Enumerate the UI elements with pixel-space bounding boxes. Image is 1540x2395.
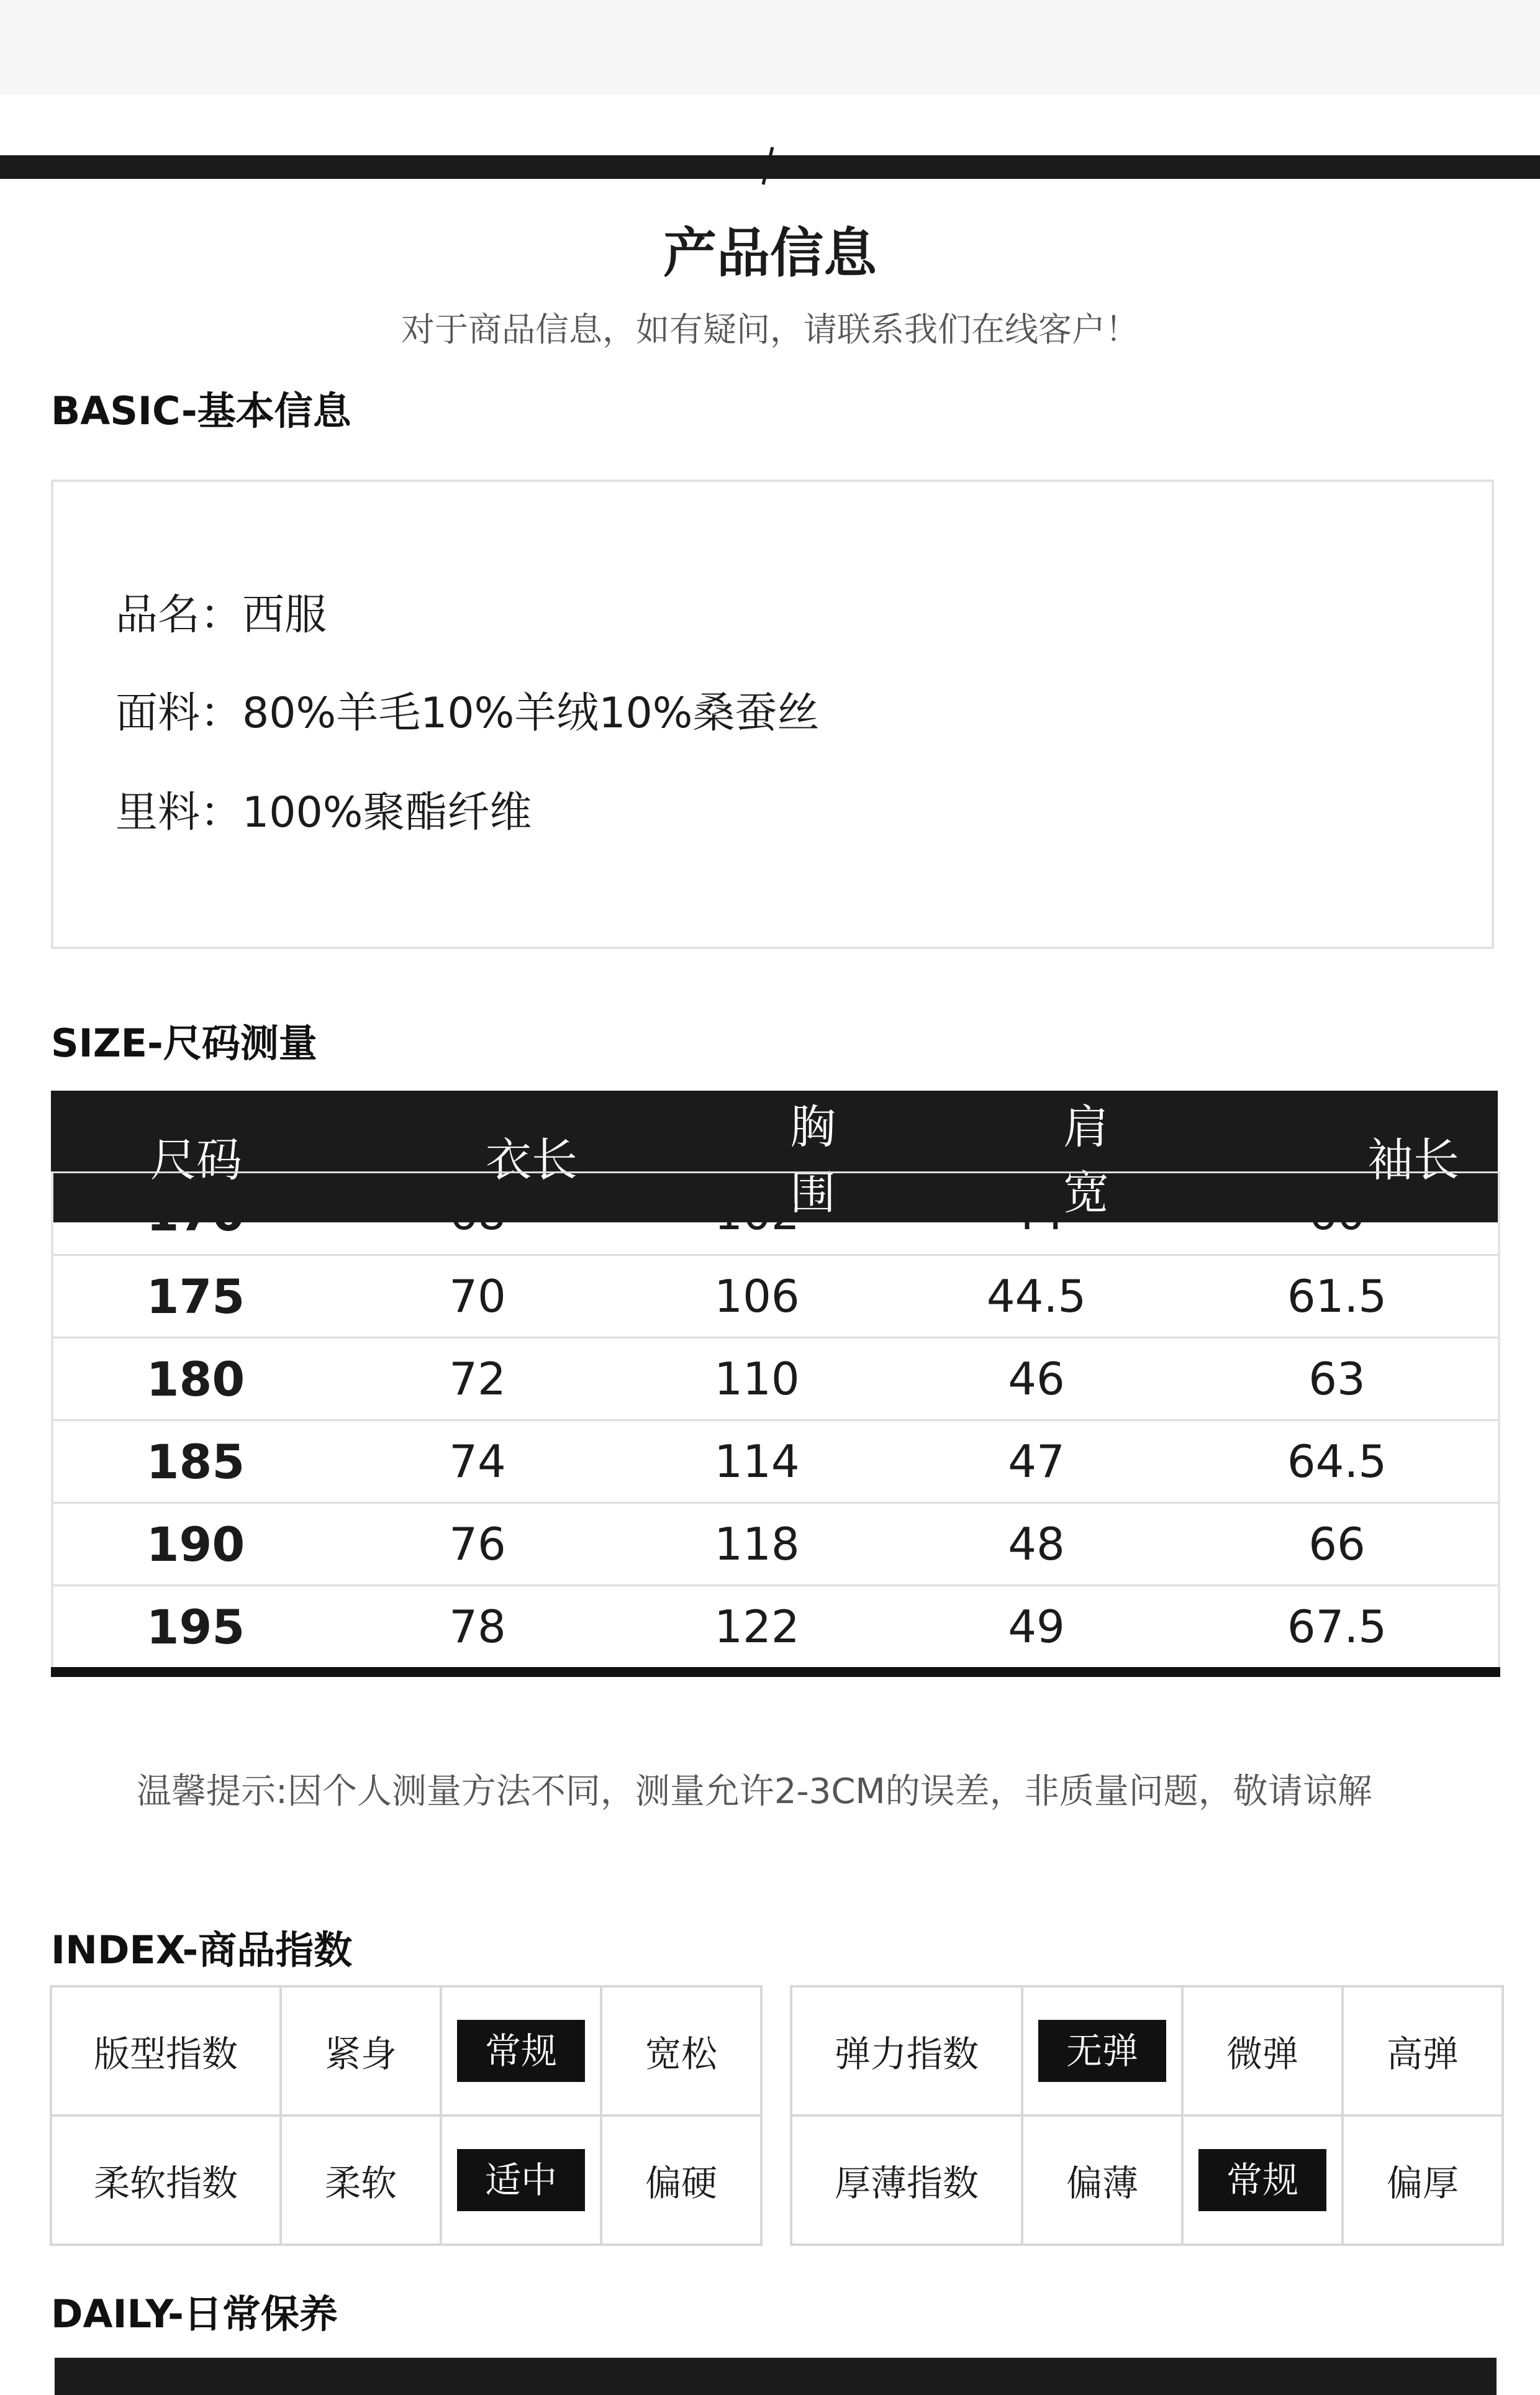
basic-heading: BASIC-基本信息 [51,388,351,434]
table-cell: 44 [897,1173,1176,1255]
index-option: 偏硬 [601,2116,761,2245]
column-header: 肩宽 [846,1091,1144,1222]
table-cell: 76 [338,1503,617,1586]
selected-chip: 适中 [457,2149,585,2211]
table-row [52,1173,1499,1255]
daily-table-header-bar [55,2358,1497,2395]
basic-info-box [51,479,1494,949]
table-cell: 66 [1176,1503,1499,1586]
index-option: 柔软 [281,2116,441,2245]
table-row [52,1503,1499,1586]
daily-heading: DAILY-日常保养 [51,2291,338,2337]
top-band [0,0,1540,94]
index-option-selected [1022,1986,1182,2116]
column-header: 袖长 [1144,1091,1498,1222]
table-cell: 102 [617,1173,897,1255]
index-row-softness [51,2116,761,2245]
index-table-left [50,1985,763,2246]
column-header: 胸围 [579,1091,846,1222]
size-table-body [51,1171,1500,1677]
table-cell: 44.5 [897,1255,1176,1338]
divider-slash [763,147,772,184]
table-cell: 67.5 [1176,1586,1499,1673]
table-cell: 74 [338,1420,617,1503]
table-cell: 68 [338,1173,617,1255]
index-option-selected [441,1986,601,2116]
table-cell: 185 [52,1420,338,1503]
table-cell: 180 [52,1338,338,1420]
index-option: 宽松 [601,1986,761,2116]
table-cell: 63 [1176,1338,1499,1420]
table-row [52,1586,1499,1673]
page-subtitle: 对于商品信息，如有疑问，请联系我们在线客户！ [401,310,1139,349]
table-row [52,1338,1499,1420]
index-table-right [790,1985,1504,2246]
index-name: 弹力指数 [791,1986,1022,2116]
index-option: 偏厚 [1343,2116,1503,2245]
fabric-line: 面料：80%羊毛10%羊绒10%桑蚕丝 [116,689,820,738]
index-row-elasticity [791,1986,1503,2116]
index-option-selected [441,2116,601,2245]
index-option: 高弹 [1343,1986,1503,2116]
table-cell: 78 [338,1586,617,1673]
table-cell: 61.5 [1176,1255,1499,1338]
lining-line: 里料：100%聚酯纤维 [116,788,532,837]
index-row-fit [51,1986,761,2116]
index-option-selected [1182,2116,1343,2245]
table-cell: 170 [52,1173,338,1255]
table-cell: 118 [617,1503,897,1586]
table-cell: 175 [52,1255,338,1338]
table-cell: 49 [897,1586,1176,1673]
index-option: 紧身 [281,1986,441,2116]
table-cell: 48 [897,1503,1176,1586]
column-header: 尺码 [51,1091,287,1222]
table-cell: 46 [897,1338,1176,1420]
index-name: 柔软指数 [51,2116,281,2245]
product-name-line: 品名：西服 [116,591,327,640]
table-row [52,1420,1499,1503]
table-cell: 70 [338,1255,617,1338]
index-name: 版型指数 [51,1986,281,2116]
selected-chip: 常规 [457,2020,585,2082]
size-heading: SIZE-尺码测量 [51,1020,317,1066]
selected-chip: 无弹 [1038,2020,1166,2082]
table-cell: 72 [338,1338,617,1420]
table-cell: 47 [897,1420,1176,1503]
table-cell: 106 [617,1255,897,1338]
table-cell: 64.5 [1176,1420,1499,1503]
table-row [52,1255,1499,1338]
index-row-thickness [791,2116,1503,2245]
table-cell: 114 [617,1420,897,1503]
index-name: 厚薄指数 [791,2116,1022,2245]
index-option: 偏薄 [1022,2116,1182,2245]
measurement-tip: 温馨提示:因个人测量方法不同，测量允许2-3CM的误差，非质量问题，敬请谅解 [137,1771,1372,1812]
selected-chip: 常规 [1198,2149,1326,2211]
column-header: 衣长 [287,1091,579,1222]
table-cell: 195 [52,1586,338,1673]
table-cell: 110 [617,1338,897,1420]
table-cell: 122 [617,1586,897,1673]
index-heading: INDEX-商品指数 [51,1927,353,1973]
table-cell: 190 [52,1503,338,1586]
index-option: 微弹 [1182,1986,1343,2116]
page-title: 产品信息 [663,222,877,284]
table-cell: 60 [1176,1173,1499,1255]
